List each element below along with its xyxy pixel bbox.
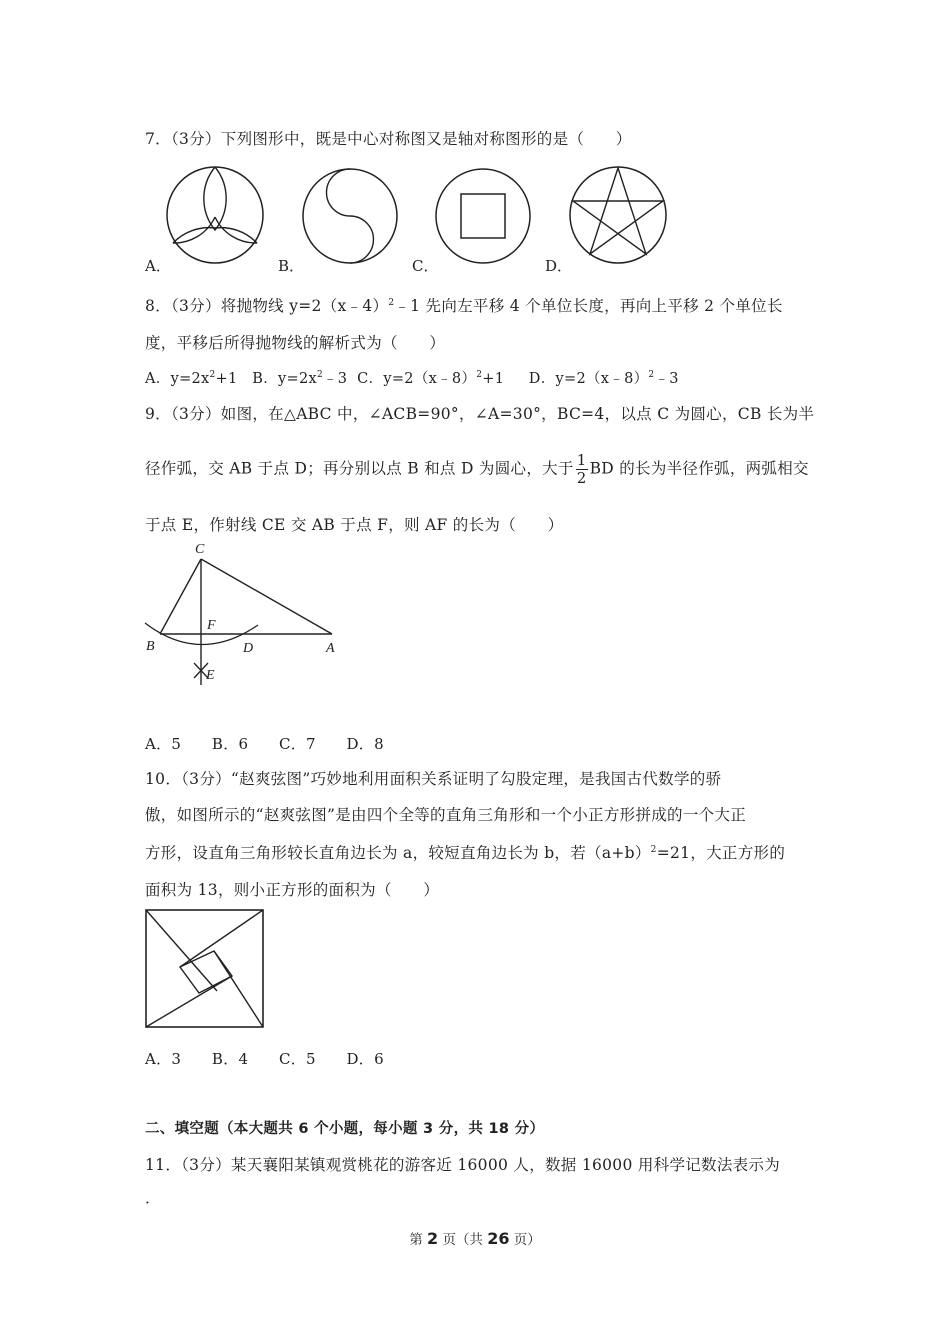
q7-option-c[interactable]: C． bbox=[412, 257, 439, 275]
q10-line4: 面积为 13，则小正方形的面积为（ ） bbox=[145, 881, 440, 899]
q8-option-b[interactable]: B．$y=2x^2﹣3$ bbox=[252, 370, 348, 387]
q10-zhao-shuang-figure bbox=[144, 908, 266, 1030]
label-d: D bbox=[243, 641, 254, 656]
q9-line3: 于点 E，作射线 CE 交 AB 于点 F，则 AF 的长为（ ） bbox=[145, 516, 564, 534]
q7-figure-b bbox=[300, 168, 400, 268]
page-footer: 第 2 页（共 26 页） bbox=[409, 1229, 541, 1248]
label-a: A bbox=[326, 641, 335, 656]
q7-stem: 7．（3分）下列图形中，既是中心对称图又是轴对称图形的是（ ） bbox=[145, 130, 632, 148]
q10-options[interactable]: A．3 B．4 C．5 D．6 bbox=[145, 1050, 384, 1068]
q10-line2: 傲，如图所示的“赵爽弦图”是由四个全等的直角三角形和一个小正方形拼成的一个大正 bbox=[145, 806, 747, 824]
q7-option-b[interactable]: B． bbox=[278, 257, 305, 275]
q7-option-d[interactable]: D． bbox=[545, 257, 573, 275]
q9-line2: 径作弧，交 AB 于点 D；再分别以点 B 和点 D 为圆心，大于 $\frac{1}{2}$ BD 的长为半径作弧，两弧相交 bbox=[145, 451, 809, 487]
q8-options bbox=[145, 367, 679, 388]
label-b: B bbox=[146, 639, 155, 654]
q10-line3: 方形，设直角三角形较长直角边长为 a，较短直角边长为 b，若$(a+b)^2=21$，大正方形的 bbox=[145, 844, 786, 862]
q10-line1: 10．（3分）“赵爽弦图”巧妙地利用面积关系证明了勾股定理，是我国古代数学的骄 bbox=[145, 770, 722, 788]
q11-answer-blank: ． bbox=[145, 1189, 161, 1207]
q8-line2: 度，平移后所得抛物线的解析式为（ ） bbox=[145, 334, 446, 352]
page-total: 26 bbox=[487, 1229, 510, 1248]
q9-triangle-figure bbox=[140, 535, 360, 695]
label-c: C bbox=[195, 542, 205, 557]
label-e: E bbox=[206, 668, 215, 683]
q8-option-a[interactable]: A．$y=2x^2+1$ bbox=[145, 370, 238, 387]
q7-figure-c bbox=[435, 168, 535, 268]
q8-option-c[interactable]: C．y=2（x﹣8）$^2$+1 bbox=[357, 370, 505, 387]
section-heading: 二、填空题（本大题共 6 个小题，每小题 3 分，共 18 分） bbox=[145, 1121, 545, 1137]
q9-options[interactable]: A．5 B．6 C．7 D．8 bbox=[145, 735, 384, 753]
q8-line1: 8．（3分）将抛物线 y=2（x﹣4）$^2$﹣1 先向左平移 4 个单位长度，再向上平移 2 个单位长 bbox=[145, 297, 783, 315]
q9-line1: 9．（3分）如图，在△ABC 中，∠ACB=90°，∠A=30°，BC=4，以点 C 为圆心，CB 长为半 bbox=[145, 405, 815, 423]
q7-option-a[interactable]: A． bbox=[145, 257, 171, 275]
q11-line1: 11．（3分）某天襄阳某镇观赏桃花的游客近 16000 人，数据 16000 用科学记数法表示为 bbox=[145, 1156, 781, 1174]
fraction-one-half: $\frac{1}{2}$ bbox=[576, 451, 587, 487]
q8-option-d[interactable]: D．y=2（x﹣8）$^2$﹣3 bbox=[528, 370, 679, 387]
q7-figure-d bbox=[568, 165, 668, 265]
label-f: F bbox=[207, 618, 216, 633]
page-number: 2 bbox=[427, 1229, 439, 1248]
q7-figure-a bbox=[165, 165, 265, 265]
